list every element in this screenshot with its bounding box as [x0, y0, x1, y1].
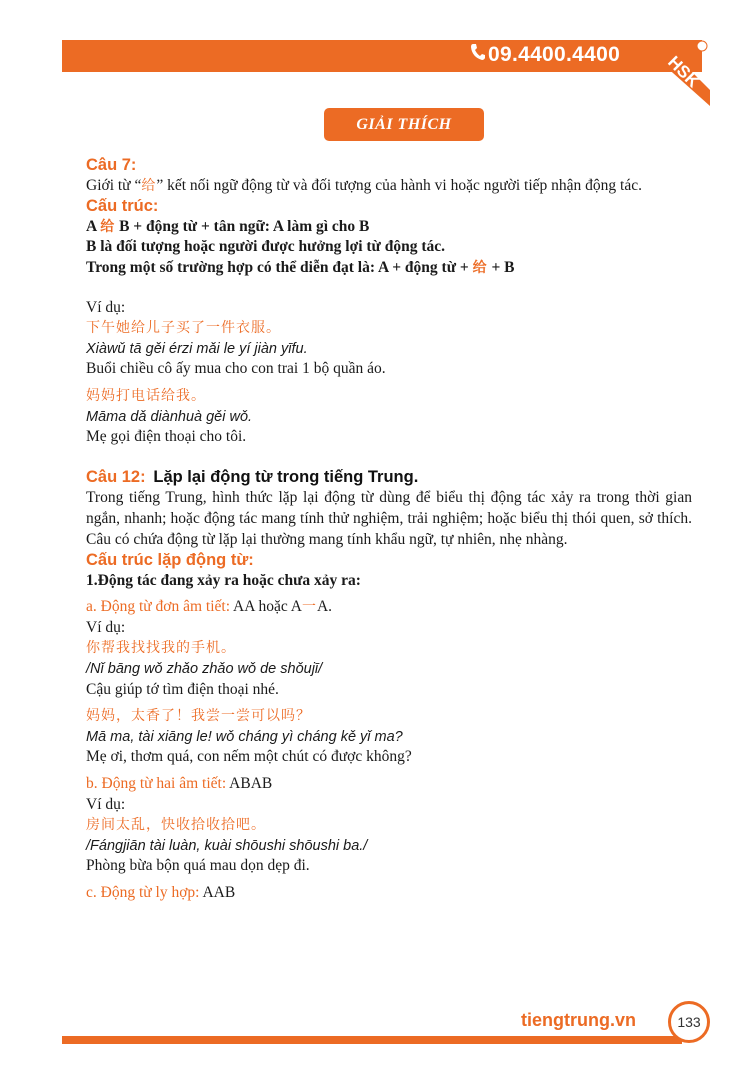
header-phone — [470, 43, 620, 67]
example-pinyin: Māma dǎ diànhuà gěi wǒ. — [86, 408, 253, 425]
q12-rule-c: c. Động từ ly hợp: AAB — [86, 884, 236, 901]
q7-intro: Giới từ “给” kết nối ngữ động từ và đối tượng của hành vi hoặc người tiếp nhận động tác. — [86, 176, 642, 194]
example-chinese: 妈妈，太香了！我尝一尝可以吗？ — [86, 708, 311, 725]
example-translation: Cậu giúp tớ tìm điện thoại nhé. — [86, 680, 279, 698]
q7-example-label: Ví dụ: — [86, 298, 126, 316]
q12-subheading-1: 1.Động tác đang xảy ra hoặc chưa xảy ra: — [86, 571, 361, 589]
example-pinyin: Mā ma, tài xiāng le! wǒ cháng yì cháng kě yǐ ma? — [86, 728, 403, 745]
example-chinese: 下午她给儿子买了一件衣服。 — [86, 320, 281, 337]
footer-site: tiengtrung.vn — [521, 1010, 636, 1030]
q12-example-label: Ví dụ: — [86, 618, 126, 636]
example-translation: Mẹ gọi điện thoại cho tôi. — [86, 428, 247, 446]
q7-structure-line-1: A 给 B + động từ + tân ngữ: A làm gì cho B — [86, 217, 370, 235]
hsk-corner-badge — [636, 38, 710, 106]
footer-bar — [62, 1036, 682, 1044]
example-pinyin: Xiàwǔ tā gěi érzi mǎi le yí jiàn yīfu. — [86, 340, 308, 357]
example-translation: Buổi chiều cô ấy mua cho con trai 1 bộ quần áo. — [86, 360, 386, 378]
q12-title: Câu 12: Lặp lại động từ trong tiếng Trung. — [86, 467, 419, 486]
section-title-button: GIẢI THÍCH — [324, 108, 484, 141]
example-translation: Mẹ ơi, thơm quá, con nếm một chút có được không? — [86, 748, 412, 766]
example-chinese: 妈妈打电话给我。 — [86, 387, 206, 404]
q7-structure-line-2: B là đối tượng hoặc người được hưởng lợi từ động tác. — [86, 238, 445, 256]
q7-title: Câu 7: — [86, 156, 137, 174]
q7-structure-line-3: Trong một số trường hợp có thể diễn đạt là: A + động từ + 给 + B — [86, 258, 515, 276]
q12-rule-a: a. Động từ đơn âm tiết: AA hoặc A一A. — [86, 598, 333, 616]
example-pinyin: /Fángjiān tài luàn, kuài shōushi shōushi ba./ — [86, 837, 368, 854]
phone-icon — [470, 43, 488, 67]
page-content — [86, 155, 692, 904]
q12-rule-b: b. Động từ hai âm tiết: ABAB — [86, 775, 273, 793]
example-chinese: 你帮我找找我的手机。 — [86, 640, 236, 657]
hsk-badge-text: HSK — [664, 52, 703, 92]
q7-structure-title: Cấu trúc: — [86, 197, 159, 216]
q12-intro: Trong tiếng Trung, hình thức lặp lại động từ dùng để biểu thị động tác xảy ra trong thời gian ngắn, nhanh; hoặc động tác mang tính thử nghiệm, trải nghiệm; hoặc biểu thị thói quen, sở thích. Câu có chứa động từ lặp lại thường mang tính khẩu ngữ, tự nhiên, nhẹ nhàng. — [86, 489, 692, 548]
example-chinese: 房间太乱，快收拾收拾吧。 — [86, 817, 266, 834]
q12-example-label: Ví dụ: — [86, 795, 126, 813]
example-translation: Phòng bừa bộn quá mau dọn dẹp đi. — [86, 857, 310, 875]
example-pinyin: /Nǐ bāng wǒ zhǎo zhǎo wǒ de shǒujī/ — [86, 661, 323, 678]
phone-number: 09.4400.4400 — [488, 43, 621, 66]
page-number: 133 — [668, 1001, 710, 1043]
q12-structure-title: Cấu trúc lặp động từ: — [86, 551, 254, 570]
